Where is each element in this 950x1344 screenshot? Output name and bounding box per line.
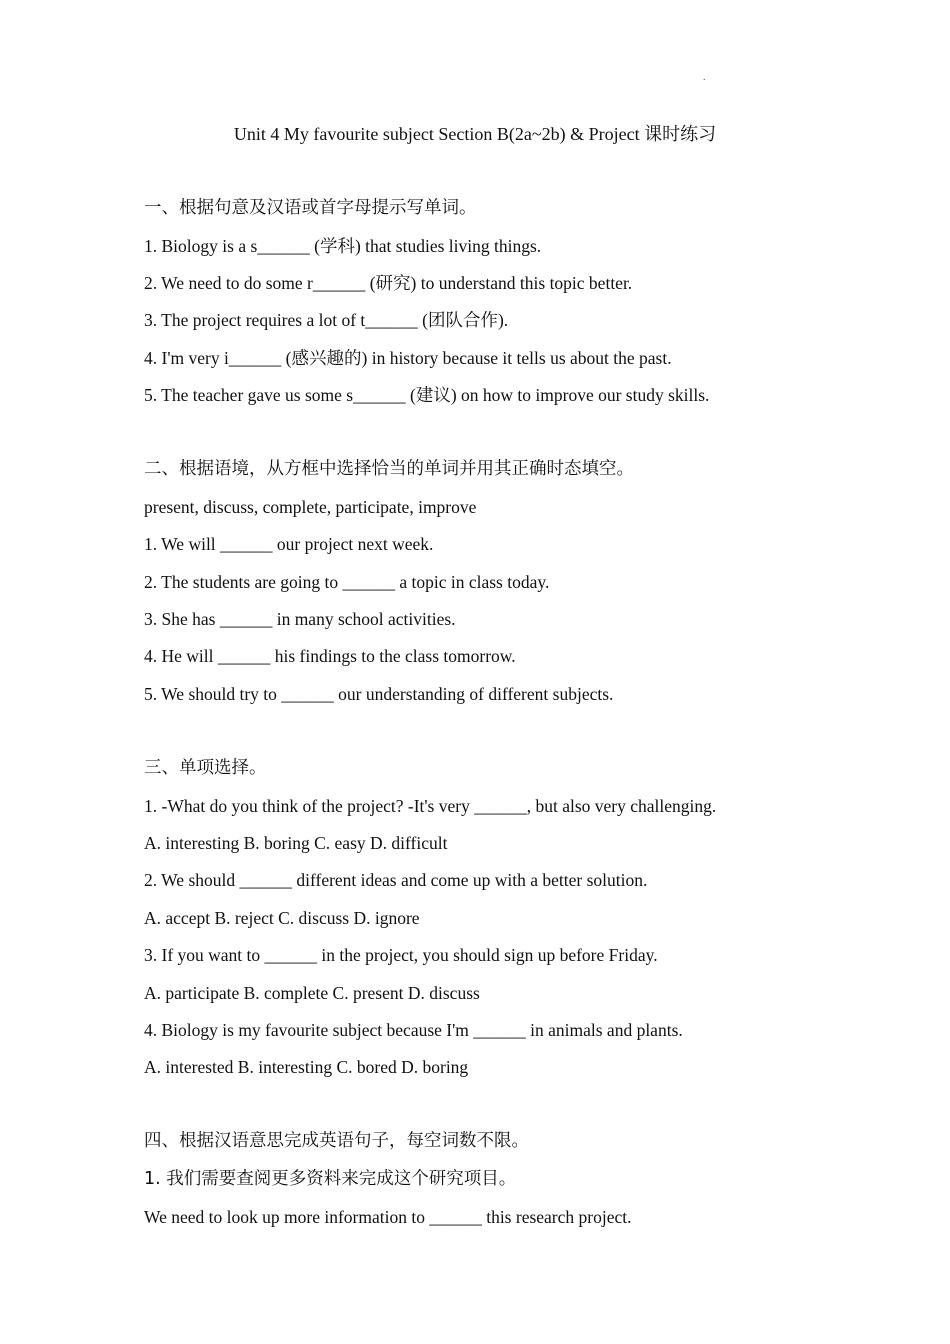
section4-english-sentence: We need to look up more information to ______ this research project. (144, 1207, 632, 1227)
section1-heading: 一、根据句意及汉语或首字母提示写单词。 (144, 198, 477, 218)
section2-heading: 二、根据语境，从方框中选择恰当的单词并用其正确时态填空。 (144, 459, 634, 479)
section1-item: 2. We need to do some r______ (研究) to understand this topic better. (144, 273, 633, 293)
section3-heading: 三、单项选择。 (144, 758, 267, 778)
section3-question: 2. We should ______ different ideas and come up with a better solution. (144, 870, 648, 890)
section3-question: 1. -What do you think of the project? -It's very ______, but also very challenging. (144, 796, 717, 816)
section2-item: 1. We will ______ our project next week. (144, 534, 434, 554)
section3-question: 3. If you want to ______ in the project, you should sign up before Friday. (144, 945, 658, 965)
section1-item: 5. The teacher gave us some s______ (建议) on how to improve our study skills. (144, 385, 710, 405)
section4-chinese-prompt: 1. 我们需要查阅更多资料来完成这个研究项目。 (144, 1169, 517, 1189)
section3-options: A. interesting B. boring C. easy D. difficult (144, 833, 448, 853)
section3-options: A. participate B. complete C. present D. discuss (144, 983, 480, 1003)
section1-item: 4. I'm very i______ (感兴趣的) in history because it tells us about the past. (144, 348, 672, 368)
section2-item: 4. He will ______ his findings to the class tomorrow. (144, 646, 516, 666)
section3-question: 4. Biology is my favourite subject because I'm ______ in animals and plants. (144, 1020, 683, 1040)
section1-item: 3. The project requires a lot of t______ (团队合作). (144, 310, 509, 330)
worksheet-title: Unit 4 My favourite subject Section B(2a~2b) & Project 课时练习 (233, 124, 717, 144)
section2-item: 3. She has ______ in many school activities. (144, 609, 456, 629)
section4-heading: 四、根据汉语意思完成英语句子，每空词数不限。 (144, 1131, 529, 1151)
section2-item: 2. The students are going to ______ a topic in class today. (144, 572, 550, 592)
section3-options: A. interested B. interesting C. bored D. boring (144, 1057, 469, 1077)
section1-item: 1. Biology is a s______ (学科) that studies living things. (144, 236, 542, 256)
section3-options: A. accept B. reject C. discuss D. ignore (144, 908, 420, 928)
section2-item: 5. We should try to ______ our understanding of different subjects. (144, 684, 614, 704)
section2-word-box: present, discuss, complete, participate, improve (144, 497, 477, 517)
corner-mark: . (703, 72, 706, 83)
